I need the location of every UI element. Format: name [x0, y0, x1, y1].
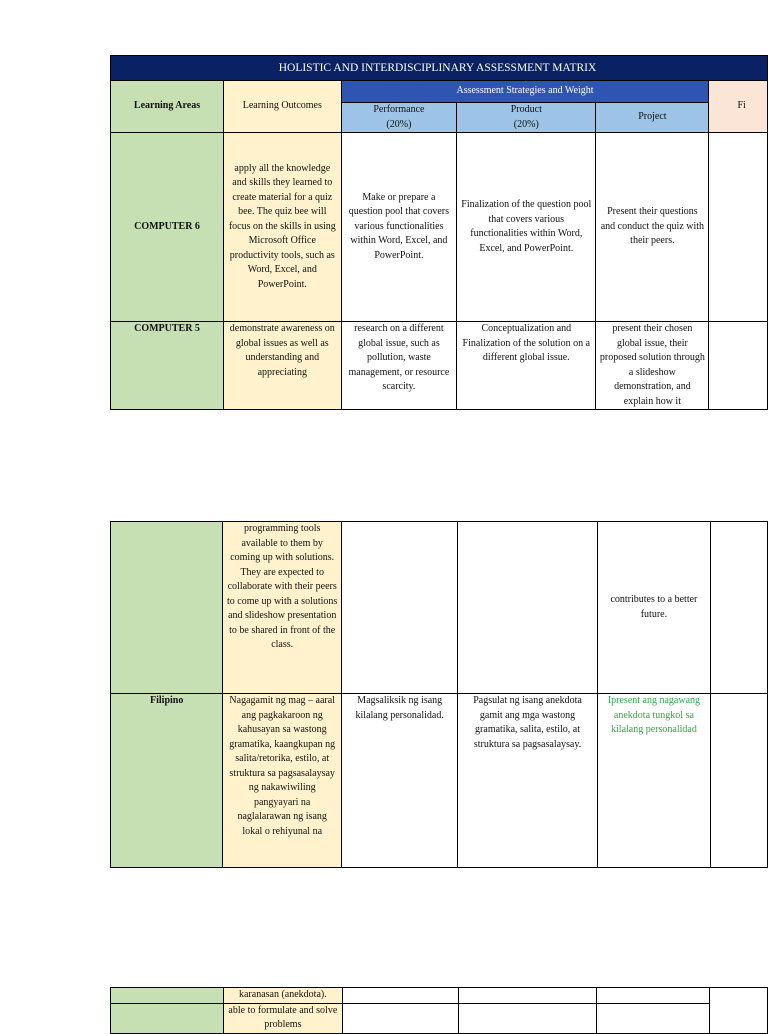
area-cell: COMPUTER 6	[111, 133, 224, 322]
header-project: Project	[596, 103, 709, 133]
project-cell: present their chosen global issue, their proposed solution through a slideshow demonstration, and explain how it	[596, 322, 709, 410]
final-cell	[709, 322, 768, 410]
assessment-matrix-table	[110, 55, 768, 410]
performance-cell	[341, 522, 457, 694]
header-learning-outcomes: Learning Outcomes	[224, 81, 342, 133]
project-cell	[597, 988, 710, 1004]
area-cell	[111, 1003, 224, 1033]
product-cell: Conceptualization and Finalization of the solution on a different global issue.	[457, 322, 596, 410]
final-cell	[710, 988, 768, 1034]
outcome-cell: karanasan (anekdota).	[223, 988, 342, 1004]
header-assessment-strategies: Assessment Strategies and Weight	[341, 81, 709, 103]
outcome-cell: Nagagamit ng mag – aaral ang pagkakaroon ng kahusayan sa wastong gramatika, kaangkupan ng salita/retorika, estilo, at struktura sa pagsasalaysay ng nakawiwiling pangyayari na naglalarawan ng isang lokal o rehiyunal na	[223, 694, 342, 868]
area-cell	[111, 988, 224, 1004]
performance-cell	[343, 988, 459, 1004]
product-cell	[458, 522, 597, 694]
product-cell	[458, 988, 597, 1004]
project-cell: contributes to a better future.	[597, 522, 710, 694]
header-product: Product (20%)	[457, 103, 596, 133]
table-row	[111, 988, 768, 1004]
final-cell	[709, 133, 768, 322]
performance-cell	[343, 1003, 459, 1033]
product-cell: Pagsulat ng isang anekdota gamit ang mga wastong gramatika, salita, estilo, at struktura sa pagsasalaysay.	[458, 694, 597, 868]
performance-cell: research on a different global issue, such as pollution, waste management, or resource scarcity.	[341, 322, 457, 410]
table-row	[111, 522, 768, 694]
assessment-matrix-table-page-3	[110, 987, 768, 1034]
performance-cell: Make or prepare a question pool that covers various functionalities within Word, Excel, and PowerPoint.	[341, 133, 457, 322]
matrix-page-3	[110, 987, 768, 1034]
table-row	[111, 133, 768, 322]
header-final: Fi	[709, 81, 768, 133]
header-learning-areas: Learning Areas	[111, 81, 224, 133]
area-cell	[111, 522, 223, 694]
project-cell: Ipresent ang nagawang anekdota tungkol sa kilalang personalidad	[597, 694, 710, 868]
matrix-page-2	[110, 521, 768, 868]
header-performance: Performance (20%)	[341, 103, 457, 133]
outcome-cell: demonstrate awareness on global issues as well as understanding and appreciating	[224, 322, 342, 410]
project-cell	[597, 1003, 710, 1033]
table-row	[111, 694, 768, 868]
assessment-matrix-table-continued	[110, 521, 768, 868]
product-cell: Finalization of the question pool that covers various functionalities within Word, Excel, and PowerPoint.	[457, 133, 596, 322]
final-cell	[711, 694, 768, 868]
matrix-page-1	[110, 55, 768, 410]
area-cell: COMPUTER 5	[111, 322, 224, 410]
outcome-cell: able to formulate and solve problems	[223, 1003, 342, 1033]
product-cell	[458, 1003, 597, 1033]
table-row	[111, 322, 768, 410]
final-cell	[711, 522, 768, 694]
area-cell: Filipino	[111, 694, 223, 868]
table-row	[111, 1003, 768, 1033]
outcome-cell: programming tools available to them by coming up with solutions. They are expected to collaborate with their peers to come up with a solutions and slideshow presentation to be shared in front of the class.	[223, 522, 342, 694]
performance-cell: Magsaliksik ng isang kilalang personalidad.	[341, 694, 457, 868]
project-cell: Present their questions and conduct the quiz with their peers.	[596, 133, 709, 322]
matrix-title: HOLISTIC AND INTERDISCIPLINARY ASSESSMENT MATRIX	[111, 56, 768, 81]
outcome-cell: apply all the knowledge and skills they learned to create material for a quiz bee. The quiz bee will focus on the skills in using Microsoft Office productivity tools, such as Word, Excel, and PowerPoint.	[224, 133, 342, 322]
